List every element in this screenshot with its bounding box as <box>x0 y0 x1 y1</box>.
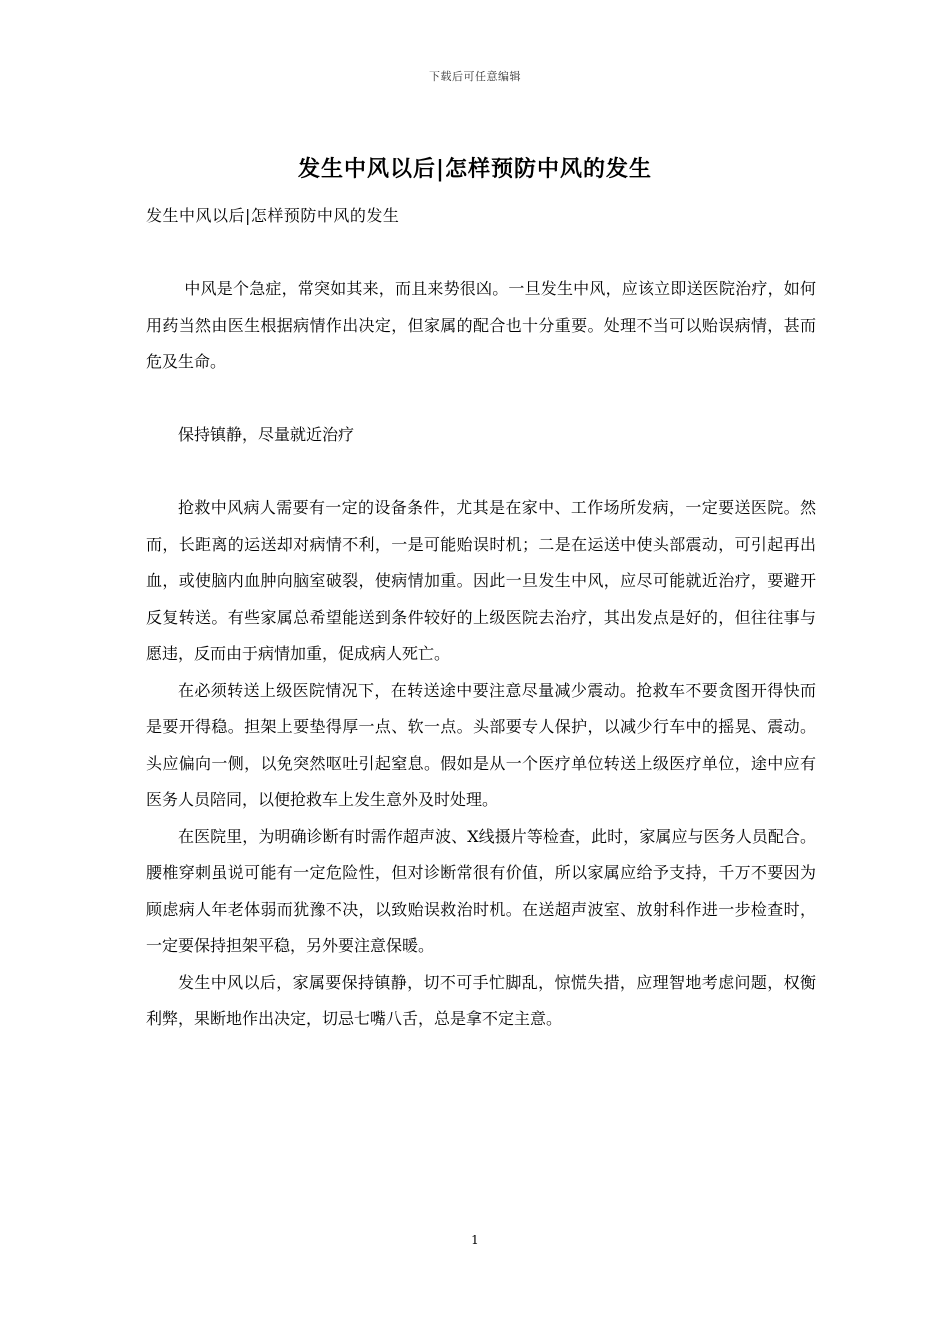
header-note: 下载后可任意编辑 <box>429 70 521 83</box>
document-subtitle: 发生中风以后|怎样预防中风的发生 <box>146 206 400 225</box>
paragraph: 在必须转送上级医院情况下，在转送途中要注意尽量减少震动。抢救车不要贪图开得快而是要开得稳。担架上要垫得厚一点、软一点。头部要专人保护，以减少行车中的摇晃、震动。头应偏向一侧，以免突然呕吐引起窒息。假如是从一个医疗单位转送上级医疗单位，途中应有医务人员陪同，以便抢救车上发生意外及时处理。 <box>146 680 816 809</box>
paragraph: 中风是个急症，常突如其来，而且来势很凶。一旦发生中风，应该立即送医院治疗，如何用药当然由医生根据病情作出决定，但家属的配合也十分重要。处理不当可以贻误病情，甚而危及生命。 <box>146 279 816 371</box>
paragraph: 在医院里，为明确诊断有时需作超声波、X线摄片等检查，此时，家属应与医务人员配合。腰椎穿刺虽说可能有一定危险性，但对诊断常很有价值，所以家属应给予支持，千万不要因为顾虑病人年老体弱而犹豫不决，以致贻误救治时机。在送超声波室、放射科作进一步检查时，一定要保持担架平稳，另外要注意保暖。 <box>146 826 816 955</box>
paragraph-spacer <box>146 235 816 272</box>
section-heading: 保持镇静，尽量就近治疗 <box>178 425 355 444</box>
document-body <box>146 198 816 1038</box>
document-title: 发生中风以后|怎样预防中风的发生 <box>297 156 652 182</box>
paragraph-spacer <box>146 454 816 491</box>
page-number: 1 <box>471 1233 479 1247</box>
paragraph: 发生中风以后，家属要保持镇静，切不可手忙脚乱，惊慌失措，应理智地考虑问题，权衡利弊，果断地作出决定，切忌七嘴八舌，总是拿不定主意。 <box>146 972 816 1028</box>
paragraph: 抢救中风病人需要有一定的设备条件，尤其是在家中、工作场所发病，一定要送医院。然而，长距离的运送却对病情不利，一是可能贻误时机；二是在运送中使头部震动，可引起再出血，或使脑内血肿向脑室破裂，使病情加重。因此一旦发生中风，应尽可能就近治疗，要避开反复转送。有些家属总希望能送到条件较好的上级医院去治疗，其出发点是好的，但往往事与愿违，反而由于病情加重，促成病人死亡。 <box>146 498 816 663</box>
paragraph-spacer <box>146 381 816 418</box>
